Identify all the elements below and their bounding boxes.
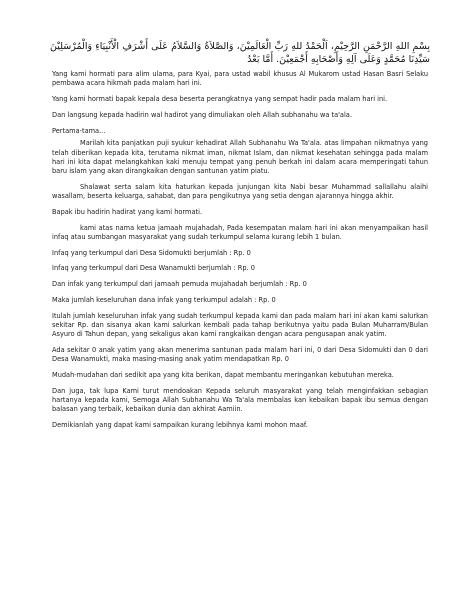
paragraph-gratitude: Marilah kita panjatkan puji syukur kehadirat Allah Subhanahu Wa Ta'ala. atas limpahan nikmatnya yang telah diberikan kepada kita, terutama nikmat iman, nikmat Islam, dan nikmat kesehatan sehingga pada malam hari ini kita dapat melangkahkan kaki menuju tempat yang penuh berkah ini dalam acara memperingati tahun baru islam yang akan dirangkaikan dengan santunan yatim piatu. [52,139,428,175]
paragraph-orphans: Ada sekitar 0 anak yatim yang akan menerima santunan pada malam hari ini, 0 dari Desa Sidomukti dan 0 dari Desa Wanamukti, maka masing-masing anak yatim mendapatkan Rp. 0 [52,345,428,364]
paragraph-address-audience: Bapak ibu hadirin hadirat yang kami hormati. [52,207,203,216]
paragraph-hope: Mudah-mudahan dari sedikit apa yang kita berikan, dapat membantu meringankan kebutuhan mereka. [52,370,394,379]
arabic-opening: بِسْمِ اللهِ الرَّحْمَنِ الرَّحِيْمِ، اَلْحَمْدُ للهِ رَبِّ الْعَالَمِيْنَ، وَالصَّلاَةُ وَالسَّلاَمُ عَلَى أَشْرَفِ الْأَنْبِيَاءِ وَالْمُرْسَلِيْنَ سَيِّدِنَا مُحَمَّدٍ وَعَلَى آلِهِ وَأَصْحَابِهِ أَجْمَعِيْنَ. أَمَّا بَعْدُ [50,41,430,65]
paragraph-infaq-intro: kami atas nama ketua jamaah mujahadah, Pada kesempatan malam hari ini akan menyampaikan hasil infaq atau sumbangan masyarakat yang sudah terkumpul selama kurang lebih 1 bulan. [52,223,428,241]
paragraph-infaq-total: Maka jumlah keseluruhan dana infak yang terkumpul adalah : Rp. 0 [52,295,276,304]
paragraph-infaq-youth: Dan infak yang terkumpul dari jamaah pemuda mujahadah berjumlah : Rp. 0 [52,280,307,289]
paragraph-greeting-village-head: Yang kami hormati bapak kepala desa beserta perangkatnya yang sempat hadir pada malam hari ini. [52,95,388,103]
paragraph-closing: Demikianlah yang dapat kami sampaikan kurang lebihnya kami mohon maaf. [52,420,308,429]
paragraph-greeting-ulama: Yang kami hormati para alim ulama, para Kyai, para ustad wabil khusus Al Mukarom ustad Hasan Basri Selaku pembawa acara hikmah pada malam hari ini. [52,70,428,88]
paragraph-prayer: Dan juga, tak lupa Kami turut mendoakan Kepada seluruh masyarakat yang telah menginfakkan sebagian hartanya kepada kami, Semoga Allah Subhanahu Wa Ta'ala membalas kan kebaikan bapak ibu semua dengan balasan yang terbaik, kebaikan dunia dan akhirat Aamiin. [52,386,428,414]
paragraph-infaq-wanamukti: Infaq yang terkumpul dari Desa Wanamukti berjumlah : Rp. 0 [52,264,255,273]
paragraph-first: Pertama-tama... [52,126,106,135]
paragraph-greeting-audience: Dan langsung kepada hadirin wal hadirot yang dimuliakan oleh Allah subhanahu wa ta'ala. [52,110,352,119]
paragraph-distribution: Itulah jumlah keseluruhan infak yang sudah terkumpul kepada kami dan pada malam hari ini akan kami salurkan sekitar Rp. dan sisanya akan kami salurkan kembali pada tahap berikutnya yaitu pada Bulan Muharram/Bulan Asyuro di Tahun depan, yang sekaligus akan kami rangkaikan dengan acara pengusapan anak yatim. [52,311,428,339]
paragraph-shalawat: Shalawat serta salam kita haturkan kepada junjungan kita Nabi besar Muhammad sallallahu alaihi wasallam, beserta keluarga, sahabat, dan para pengikutnya yang setia dengan ajarannya hingga akhir. [52,182,428,200]
document-body [52,70,428,437]
paragraph-infaq-sidomukti: Infaq yang terkumpul dari Desa Sidomukti berjumlah : Rp. 0 [52,248,251,257]
